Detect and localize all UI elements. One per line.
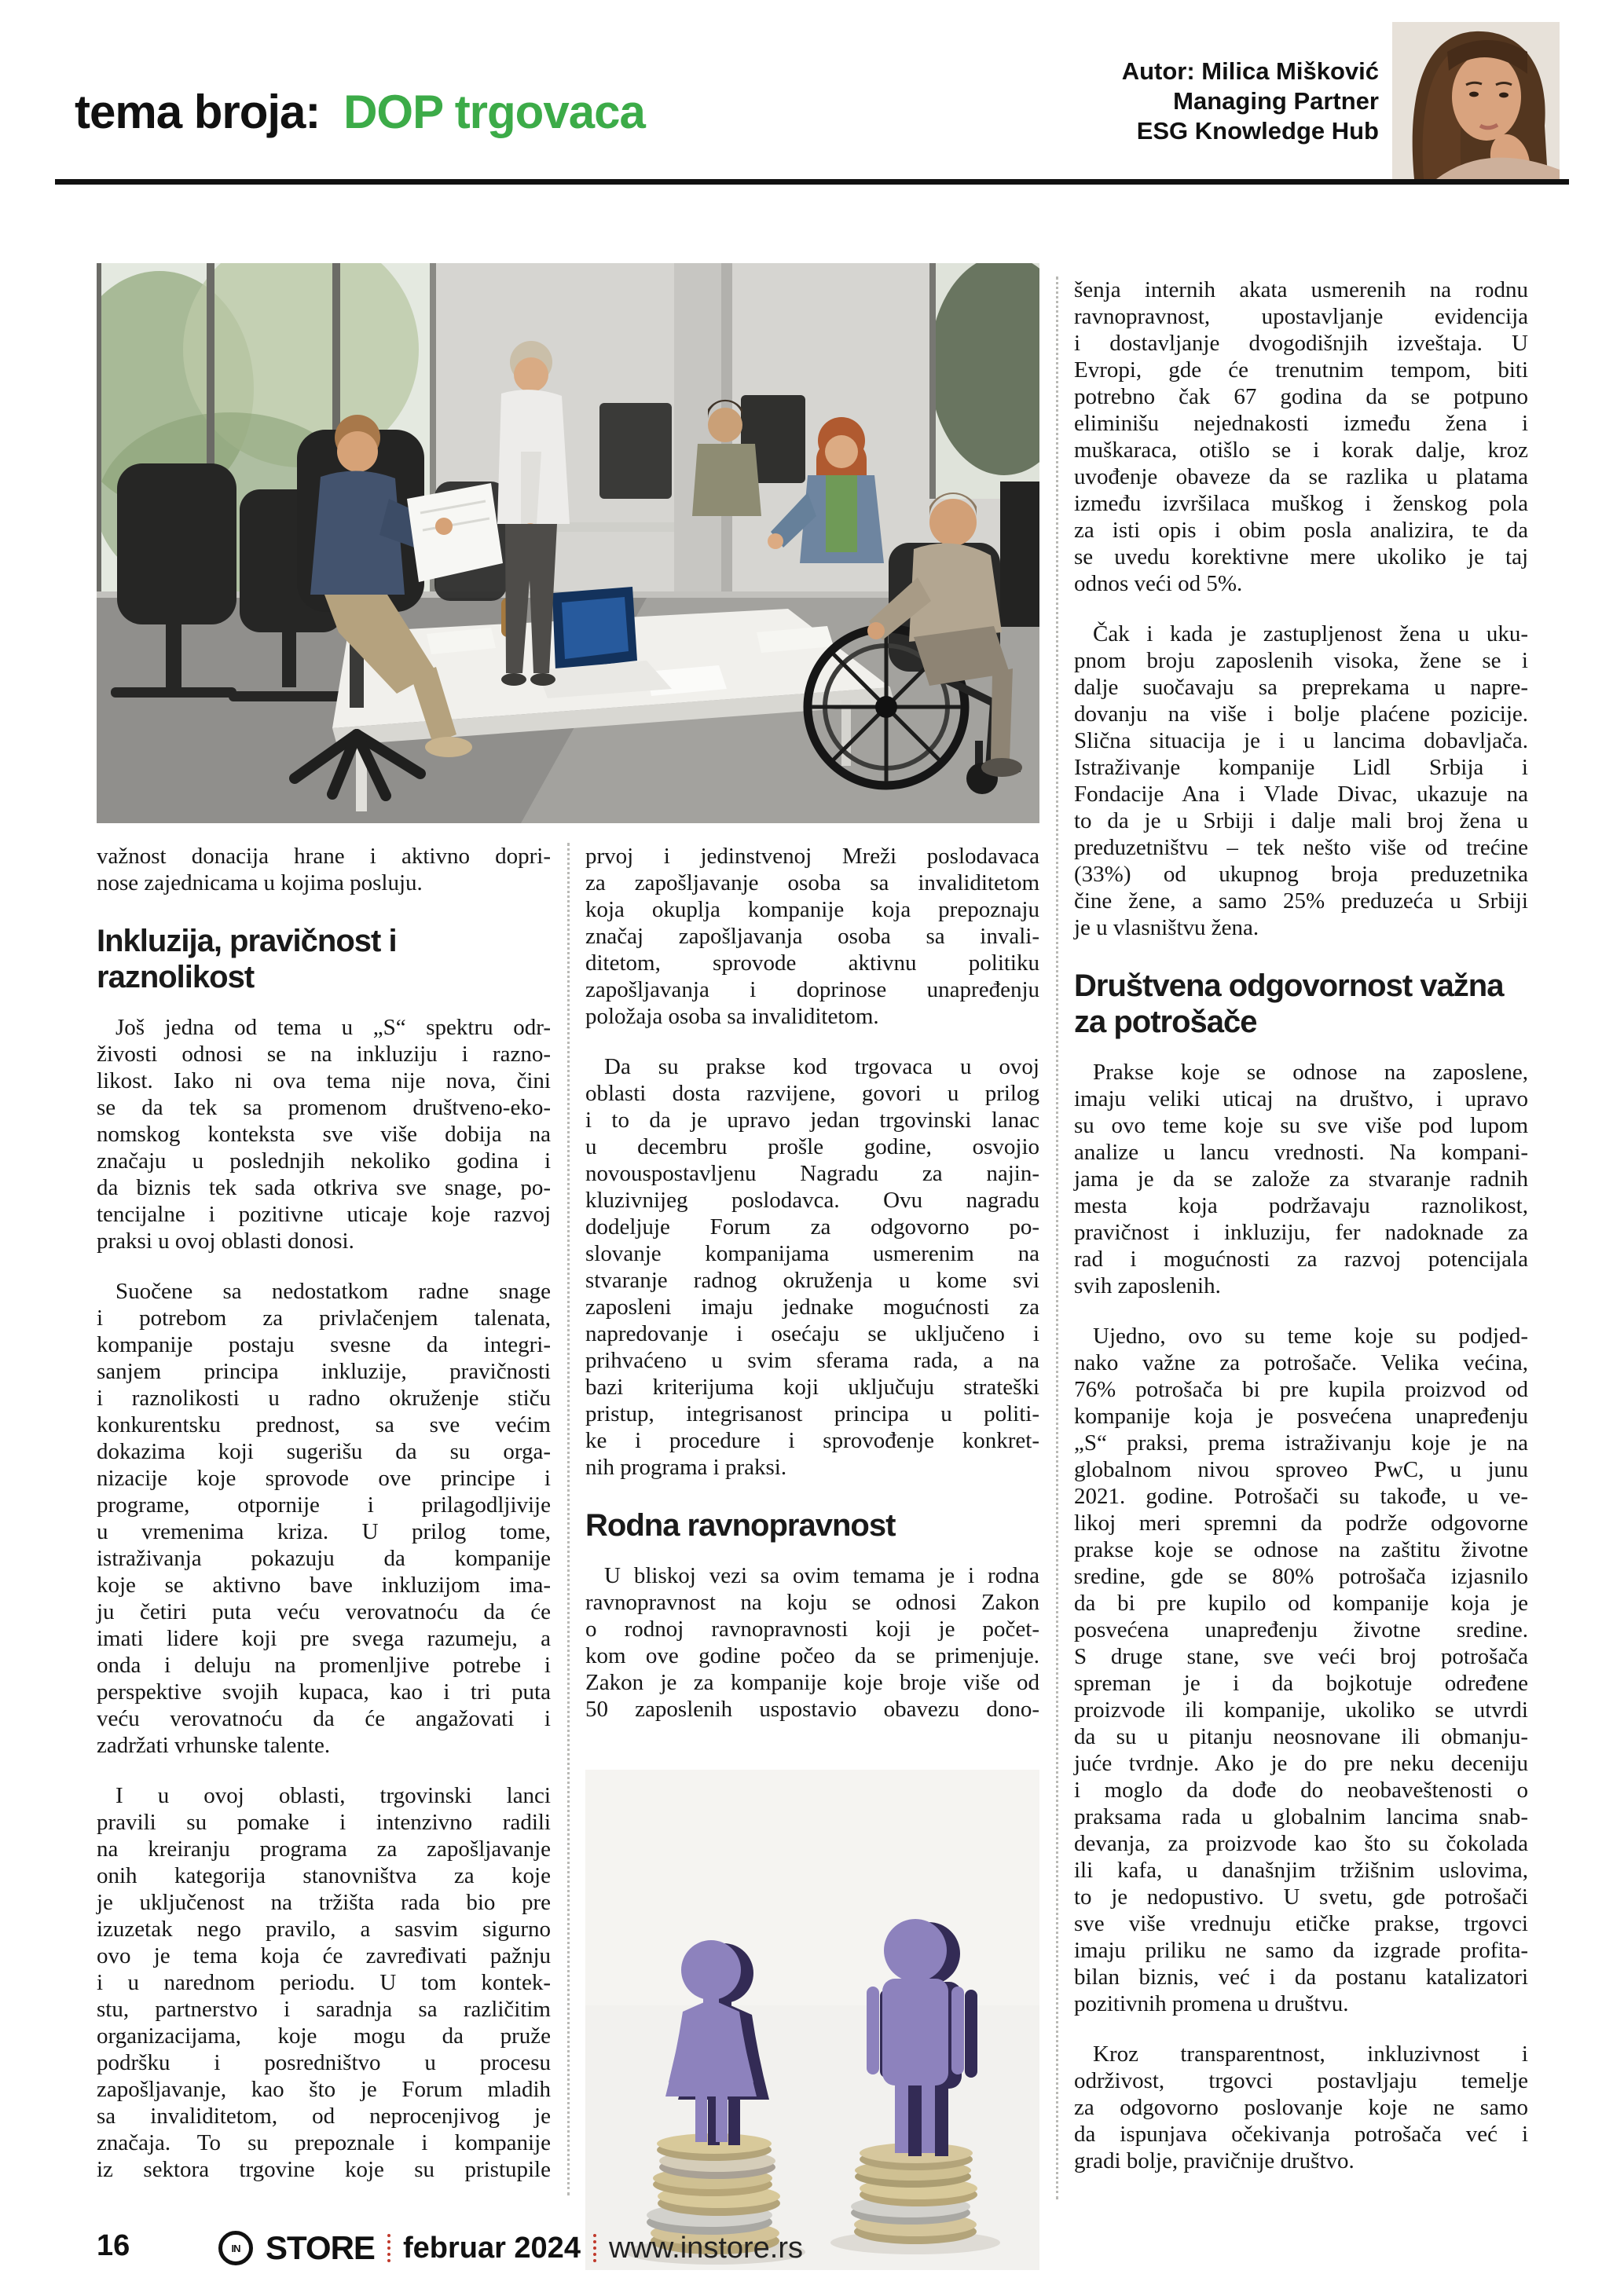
header-rule (55, 179, 1569, 185)
instore-logo-icon (218, 2231, 253, 2265)
footer-issue-date: februar 2024 (402, 2231, 581, 2265)
column-3 (1074, 276, 1528, 2198)
paragraph: Ujedno, ovo su teme koje su podjed- nako važne za potrošače. Velika većina, 76% potrošača bi pre kupila proizvod od kompanije koja je posvećena unapređenju „S“ praksi, prema istraživanju koje je na globalnom nivou sproveo PwC, u junu 2021. godine. Potrošači su takođe, u ve- likoj meri spremni da podrže odgovorne prakse koje se odnose na zaštitu životne sredine, gde se 80% potrošača izjasnilo da bi pre kupilo od kompanije koja je posvećena unapređenju životne sredine. S druge stane, sve veći broj potrošača spreman je i da bojkotuje određene proizvode ili kompanije, ukoliko se utvrdi da su u pitanju neosnovane ili obmanju- juće tvrdnje. Ako je do pre neku deceniju i moglo da dođe do neobaveštenosti o praksama rada u globalnim lancima snab- devanja, za proizvode kao što su čokolada ili kafa, u današnjim tržišnim uslovima, to je nedopustivo. U svetu, gde potrošači sve više vrednuju etičke prakse, trgovci imaju priliku ne samo da izgrade profita- bilan biznis, već i da postanu katalizatori pozitivnih promena u društvu. (1074, 1324, 1528, 2016)
footer-separator (387, 2234, 390, 2262)
paragraph: Suočene sa nedostatkom radne snage i potrebom za privlačenjem talenata, kompanije postaju svesne da integri- sanjem principa inkluzije, pravičnosti i raznolikosti u radno okruženje stiču konkurentsku prednost, sa sve većim dokazima koji sugerišu da su orga- nizacije koje sprovode ove principe i programe, otpornije i prilagodljivije u vremenima kriza. U prilog tome, istraživanja pokazuju da kompanije koje se aktivno bave inkluzijom ima- ju četiri puta veću verovatnoću da će imati lidere koji pre svega razumeju, a onda i deluju na promenljive potrebe i perspektive svojih kupaca, kao i tri puta veću verovatnoću da će angažovati i zadržati vrhunske talente. (97, 1279, 551, 1758)
office-meeting-illustration (97, 263, 1039, 823)
paragraph: I u ovoj oblasti, trgovinski lanci pravili su pomake i intenzivno radili na kreiranju programa za zapošljavanje onih kategorija stanovništva za koje je uključenost na tržišta rada bio pre izuzetak nego pravilo, a sasvim sigurno ovo je tema koja će zavređivati pažnju i u narednom periodu. U tom kontek- stu, partnerstvo i saradnja sa različitim organizacijama, koje mogu da pruže podršku i posredništvo u procesu zapošljavanje, kao što je Forum mladih sa invaliditetom, od neprocenjivog je značaja. To su prepoznale i kompanije iz sektora trgovine koje su pristupile (97, 1783, 551, 2182)
footer-website: www.instore.rs (608, 2231, 804, 2265)
author-name: Autor: Milica Mišković (1121, 57, 1379, 85)
paragraph-continuation: šenja internih akata usmerenih na rodnu ravnopravnost, upostavljanje evidencija i dostavljanje dvogodišnjih izveštaja. U Evropi, gde će trenutnim tempom, biti potrebno čak 67 godina da se potpuno eliminišu nejednakosti između žena i muškaraca, otišlo se i korak dalje, kroz uvođenje obaveze da se razlika u platama između izvršilaca muškog i ženskog pola za isti opis i obim posla analizira, te da se uvedu korektivne mere ukoliko je taj odnos veći od 5%. (1074, 277, 1528, 596)
kicker-label: tema broja: (75, 86, 321, 138)
column-divider (1056, 276, 1058, 2199)
paragraph: Kroz transparentnost, inkluzivnost i održivost, trgovci postavljaju temelje za odgovorno poslovanje koje ne samo da ispunjava očekivanja potrošača već i gradi bolje, pravičnije društvo. (1074, 2041, 1528, 2173)
column-divider (567, 843, 570, 2195)
paragraph: Još jedna od tema u „S“ spektru odr- živosti odnosi se na inkluziju i razno- likost. Iako ni ova tema nije nova, čini se da tek sa promenom društveno-eko- nomskog konteksta sve više dobija na značaju u poslednjih nekoliko godina i da biznis tek sada otkriva sve snage, po- tencijalne i pozitivne uticaje koje razvoj praksi u ovoj oblasti donosi. (97, 1015, 551, 1254)
paragraph: Da su prakse kod trgovaca u ovoj oblasti dosta razvijene, govori u prilog i to da je upravo jedan trgovinski lanac u decembru prošle godine, osvojio novouspostavljenu Nagradu za najin- kluzivnijeg poslodavca. Ovu nagradu dodeljuje Forum za odgovorno po- slovanje kompanijama usmerenim na stvaranje radnog okruženja u kome svi zaposleni imaju jednake mogućnosti za napredovanje i osećaju se uključeno i prihvaćeno u svim sferama rada, a na bazi kriterijuma koji uključuju strateški pristup, integrisanost principa u politi- ke i procedure i sprovođenje konkret- nih programa i praksi. (585, 1054, 1039, 1480)
page-footer (0, 2228, 1624, 2269)
footer-brand-block (218, 2228, 803, 2269)
column-2 (585, 843, 1039, 1746)
paragraph: Čak i kada je zastupljenost žena u uku- pnom broju zaposlenih visoka, žene se i dalje suočavaju sa preprekama u napre- dovanju na više i bolje plaćene pozicije. Slična situacija je i u lancima dobavljača. Istraživanje kompanije Lidl Srbija i Fondacije Ana i Vlade Divac, ukazuje na to da je u Srbiji i dalje mali broj žena u preduzetništvu – tek nešto više od trećine (33%) od ukupnog broja preduzetnika čine žene, a samo 25% preduzeća u Srbiji je u vlasništvu žena. (1074, 621, 1528, 940)
author-role: Managing Partner (1173, 87, 1379, 115)
section-heading-drustvena: Društvena odgovornost važna za potrošače (1074, 969, 1504, 1039)
author-block (876, 57, 1379, 146)
section-heading-rodna: Rodna ravnopravnost (585, 1508, 896, 1543)
office-meeting-photo (97, 263, 1039, 823)
paragraph-continuation: važnost donacija hrane i aktivno dopri- nose zajednicama u kojima posluju. (97, 844, 551, 895)
kicker-topic: DOP trgovaca (343, 86, 645, 138)
paragraph: Prakse koje se odnose na zaposlene, imaju veliki uticaj na društvo, i upravo su ovo teme koje su sve više pod lupom analize u lancu vrednosti. Na kompani- jama je da se založe za stvaranje radnih mesta koja podržavaju raznolikost, pravičnost i inkluziju, fer nadoknade za rad i mogućnosti za razvoj potencijala svih zaposlenih. (1074, 1060, 1528, 1298)
gender-figures-illustration (585, 1770, 1039, 2270)
author-company: ESG Knowledge Hub (1136, 117, 1379, 145)
gender-equality-photo (585, 1770, 1039, 2270)
column-1 (97, 843, 551, 2206)
section-heading-inkluzija: Inkluzija, pravičnost i raznolikost (97, 924, 397, 994)
paragraph: U bliskoj vezi sa ovim temama je i rodna ravnopravnost na koju se odnosi Zakon o rodnoj ravnopravnosti koji je počet- kom ove godine počeo da se primenjuje. Zakon je za kompanije koje broje više od 50 zaposlenih uspostavio obavezu dono- (585, 1563, 1039, 1722)
page-kicker (75, 85, 645, 139)
author-portrait-illustration (1392, 22, 1560, 179)
page-number: 16 (97, 2229, 130, 2262)
footer-brand: STORE (266, 2229, 375, 2266)
paragraph-continuation: prvoj i jedinstvenoj Mreži poslodavaca za zapošljavanje osoba sa invaliditetom koja okuplja kompanije koja prepoznaju značaj zapošljavanja osoba sa invali- ditetom, sprovode aktivnu politiku zapošljavanja i doprinose unapređenju položaja osoba sa invaliditetom. (585, 844, 1039, 1029)
author-portrait-photo (1392, 22, 1560, 179)
footer-separator (593, 2234, 596, 2262)
logo-monogram: IN (231, 2242, 240, 2254)
